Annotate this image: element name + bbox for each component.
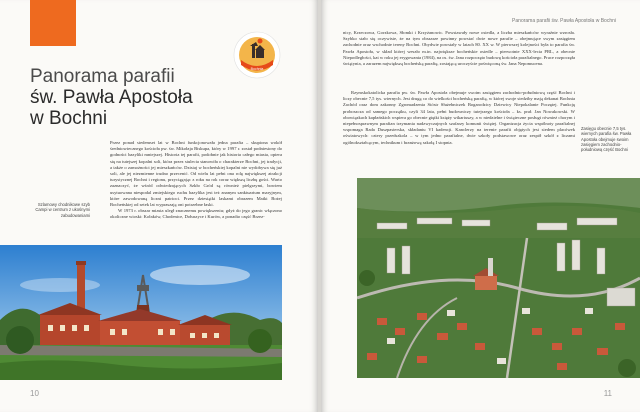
photo-caption: Szlamowy chodnikowe szyb Campi w centrum z ukośnymi zabudowaniami: [35, 202, 90, 218]
article-body-right-bottom: [343, 90, 575, 178]
page-number-left: 10: [30, 389, 39, 398]
photo-caption-right: Zasięgu obecnie 7,5 tys. wiernych parafia św. Pawła Apostoła obejmuje swoim zasięgiem zachodnio-południową część Bochni: [581, 126, 632, 153]
aerial-town-photo: [357, 178, 640, 378]
article-body-right-top: [343, 30, 575, 88]
body-paragraph-right: nicy, Krzeczowa, Gorzkowa, Słomki i Krzyżanowic. Powstawały nowe osiedla, a liczba mieszkańców wyraźnie wzrosła. Szybko stało się oczywiste, że na tym obszarze powinny powstać dwie nowe parafie – obejmujące swym zasięgiem zachodnie oraz wschodnie tereny Bochni. Obydwie powstały w latach 80. XX w. W pierwszej kolejności była to parafia św. Pawła Apostoła, w skład której weszło m.in. największe bocheńskie osiedle – pierwotnie XXX-lecia PRL, a obecnie Niepodległości, kat w roku jej erygowania (1984), na os. św. Jana rozpoczęto budowę kościoła parafialnego. Prace rozpoczęła świątynia, a zarazem największą bocheńską parafię, zostającą uroczyście poświęconą św. Jana Nepomucena.: [343, 30, 575, 67]
title-line-2: św. Pawła Apostoła: [30, 87, 193, 108]
body-paragraph-right-2: Rzymskokatolicka parafia pw. św. Pawła Apostoła obejmuje swoim zasięgiem zachodnio-południową część Bochni i liczy obecnie 7,5 tys. wiernych. Jest drugą co do wielkości bocheńską parafią, w której swoje siedziby mają dekanat Bochnia Zachód oraz dom zakonny Zgromadzenia Sióstr Służebniczek Bogarodzicy Dziewicy Niepokalanie Poczętej. Funkcję proboszcza od samego początku, czyli 34 lata, pełni budowniczy tutejszego kościoła – ks. prał. Jan Nowakowski. W obowiązkach kapłańskich wspiera go obecnie giętki księży wikariuszy, a w niedzielne i świąteczne posługi również chorym i niepełnosprawnym parafian trzymania nadzwyczajnych szafarzy komunii świętej. Organizacja życia wspólnoty parafialnej wspomaga Rada Duszpasterska, składaniu VI kadencji. Kanclerzy na terenie parafii objętych jest siedem placówek oświatowych: cztery przedszkola – w tym jedno parafialne, dwie szkoły podstawowe oraz zespół szkół z liczami ogólnokształcącym, technikum i branżową szkołą I stopnia.: [343, 90, 575, 145]
title-line-3: w Bochni: [30, 108, 108, 129]
page-number-right: 11: [603, 389, 612, 398]
title-line-1: Panorama parafii: [30, 66, 175, 87]
body-paragraph: Przez ponad siedemset lat w Bochni funkcjonowała jedna parafia – skupiona wokół średniowiecznego kościoła pw. św. Mikołaja Biskupa, który w 1997 r. został podniesiony do godności bazyliki mniejszej. Historia tej parafii, podobnie jak historia całego miasta, opiera się na tutejszej kopalni soli, która przez stulecia stanowiła o charakterze Bochni, jej tradycji, a także o zamożności jej mieszkańców. Dzisiaj w bocheńskiej kopalni nie wydobywa się już soli, ale jej niezmienne trudno przecenić. Od wielu lat pełni ona rolę największej atrakcji turystycznej Bochni i regionu, przyciągając z roku na rok coraz większą liczbę gości. Warto zaznaczyć, że wśród odwiedzających Szkło Gród są również pielgrzymi, bowiem usytuowana niespodal zmiejskiego ruchu bazylika jest też znanym sanktuarium maryjnym, które zawodowaną liczni patrioci. Przez dziesiątki laskami obrazem Matki Bożej Bocheńskiej od setek lat wypraszają oni potrzebne łaski.: [110, 140, 282, 208]
parish-logo: [232, 30, 282, 80]
left-page: [0, 0, 318, 412]
salt-mine-photo: [0, 245, 282, 380]
body-paragraph-2: W 1973 r. obszar miasta uległ znacznemu powiększeniu; gdyż do jego granic włączono okoliczne wioski: Kołaków, Chodenice, Dołuszyce i Kurów, a ponadto część Brzez-: [110, 208, 282, 220]
article-body-left: [110, 140, 282, 248]
logo-label: Bochnia: [250, 67, 264, 71]
running-head: Panorama parafii św. Pawła Apostoła w Bochni: [512, 18, 616, 24]
page-title: [30, 66, 230, 129]
right-page: [321, 0, 640, 412]
accent-block: [30, 0, 76, 46]
